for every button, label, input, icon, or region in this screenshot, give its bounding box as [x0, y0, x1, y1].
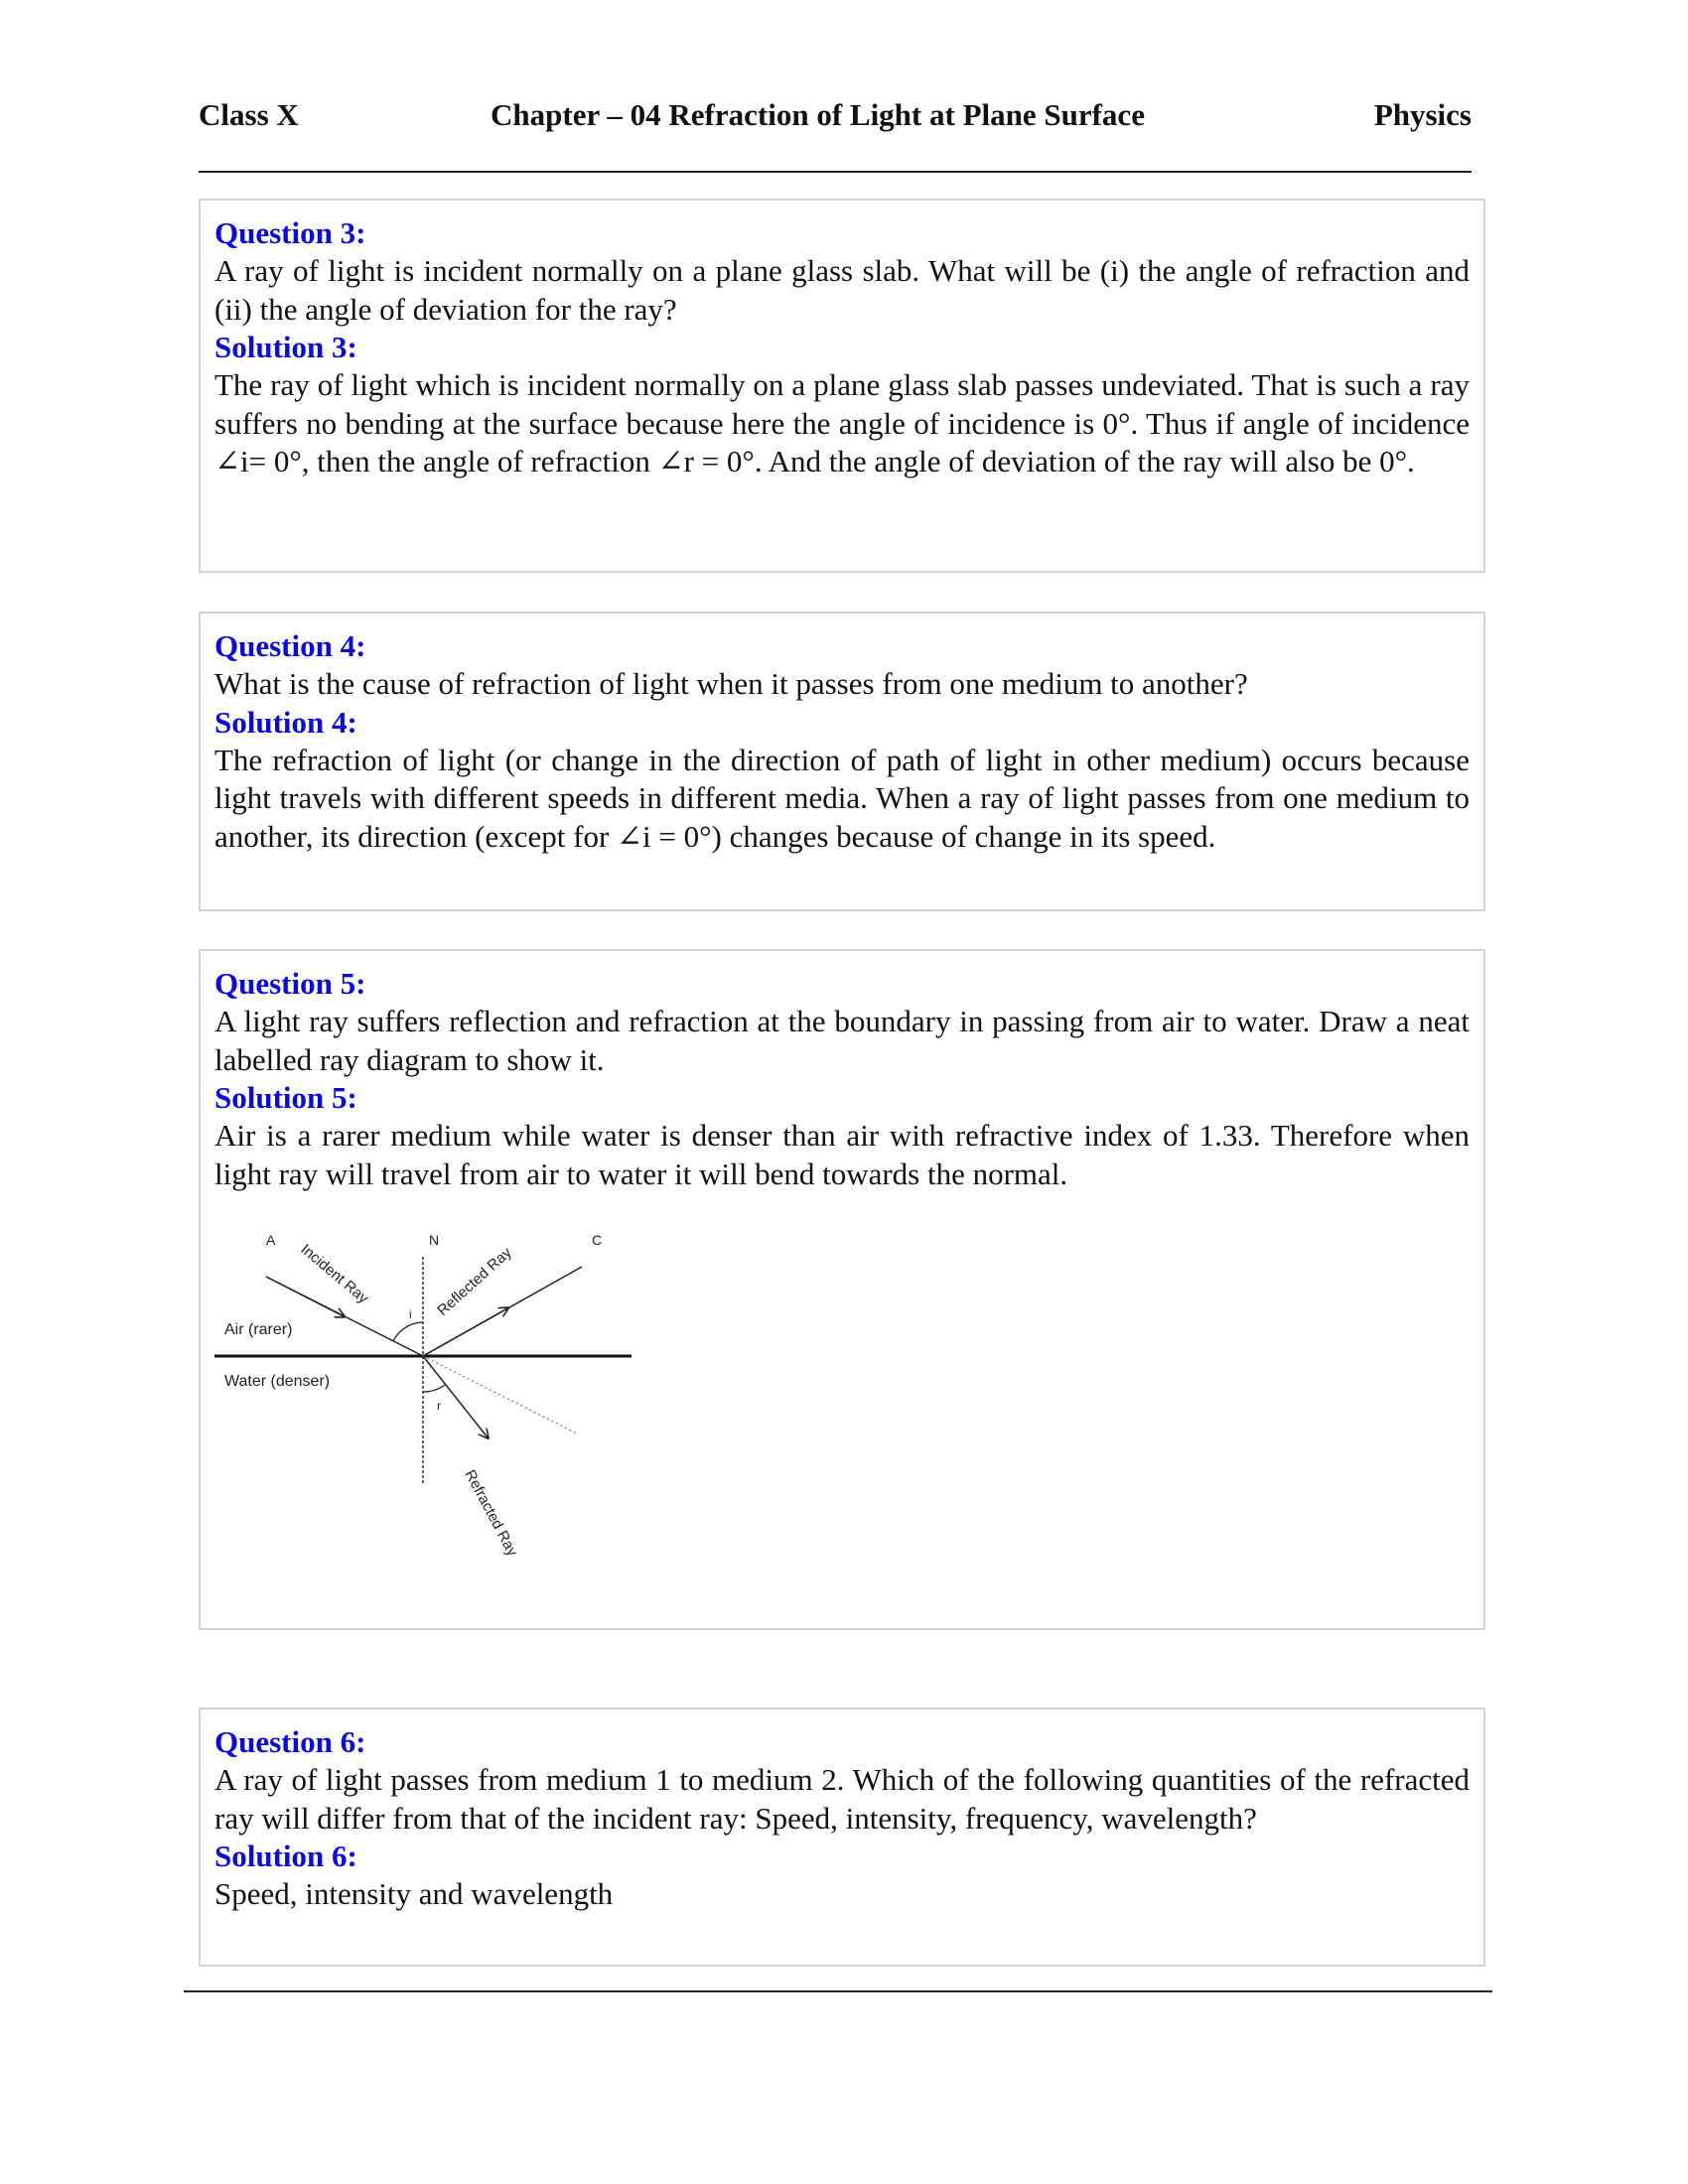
refracted-ray-label: Refracted Ray — [461, 1466, 521, 1560]
question-5-text: A light ray suffers reflection and refraction at the boundary in passing from air to water. Draw a neat labelled ray diagram to show it. — [214, 1004, 1470, 1077]
water-label: Water (denser) — [224, 1373, 331, 1390]
solution-3-text: The ray of light which is incident normally on a plane glass slab passes undeviated. That is such a ray suffers no bending at the surface because here the angle of incidence is 0°. Thus if angle of incidence ∠i= 0°, then the angle of refraction ∠r = 0°. And the angle of deviation of the ray will also be 0°. — [214, 367, 1470, 478]
solution-4-label: Solution 4: — [214, 704, 357, 740]
angle-r-arc — [423, 1385, 445, 1392]
question-5-box — [199, 949, 1485, 1630]
reflected-ray-label: Reflected Ray — [434, 1244, 515, 1319]
solution-5-label: Solution 5: — [214, 1080, 357, 1115]
solution-6-label: Solution 6: — [214, 1839, 357, 1873]
question-6-label: Question 6: — [214, 1724, 366, 1759]
solution-4-text: The refraction of light (or change in the direction of path of light in other medium) occurs because light travels with different speeds in different media. When a ray of light passes from one medium to another, its direction (except for ∠i = 0°) changes because of change in its speed. — [214, 742, 1470, 854]
question-4-box — [199, 612, 1485, 911]
class-label: Class X — [199, 97, 299, 132]
header-divider — [199, 171, 1472, 173]
question-3-label: Question 3: — [214, 215, 366, 250]
footer-divider — [184, 1990, 1492, 1992]
chapter-title: Chapter – 04 Refraction of Light at Plane Surface — [491, 97, 1145, 132]
point-n-label: N — [429, 1232, 440, 1248]
question-5-label: Question 5: — [214, 966, 366, 1001]
point-c-label: C — [592, 1232, 603, 1248]
solution-3-label: Solution 3: — [214, 330, 357, 364]
question-6-box — [199, 1707, 1485, 1967]
subject-label: Physics — [1373, 97, 1472, 132]
question-4-label: Question 4: — [214, 628, 366, 663]
ray-diagram-svg — [214, 1217, 651, 1594]
question-4-text: What is the cause of refraction of light when it passes from one medium to another? — [214, 666, 1248, 701]
reflected-ray-arrow — [423, 1308, 507, 1356]
undeviated-path — [423, 1356, 577, 1433]
angle-i-label: i — [409, 1307, 412, 1321]
solution-5-text: Air is a rarer medium while water is denser than air with refractive index of 1.33. Therefore when light ray will travel from air to water it will bend towards the normal. — [214, 1118, 1470, 1191]
question-3-box — [199, 199, 1485, 573]
angle-i-arc — [393, 1322, 423, 1341]
angle-r-label: r — [437, 1399, 441, 1413]
air-label: Air (rarer) — [224, 1321, 293, 1338]
refracted-ray-line — [423, 1356, 488, 1437]
incident-ray-label: Incident Ray — [297, 1241, 372, 1307]
question-6-text: A ray of light passes from medium 1 to medium 2. Which of the following quantities of the refracted ray will differ from that of the incident ray: Speed, intensity, frequency, wavelength? — [214, 1762, 1470, 1836]
page-header — [199, 97, 1472, 141]
question-3-text: A ray of light is incident normally on a plane glass slab. What will be (i) the angle of refraction and (ii) the angle of deviation for the ray? — [214, 253, 1470, 327]
solution-6-text: Speed, intensity and wavelength — [214, 1876, 614, 1911]
point-a-label: A — [266, 1232, 276, 1248]
refraction-ray-diagram — [214, 1217, 651, 1594]
